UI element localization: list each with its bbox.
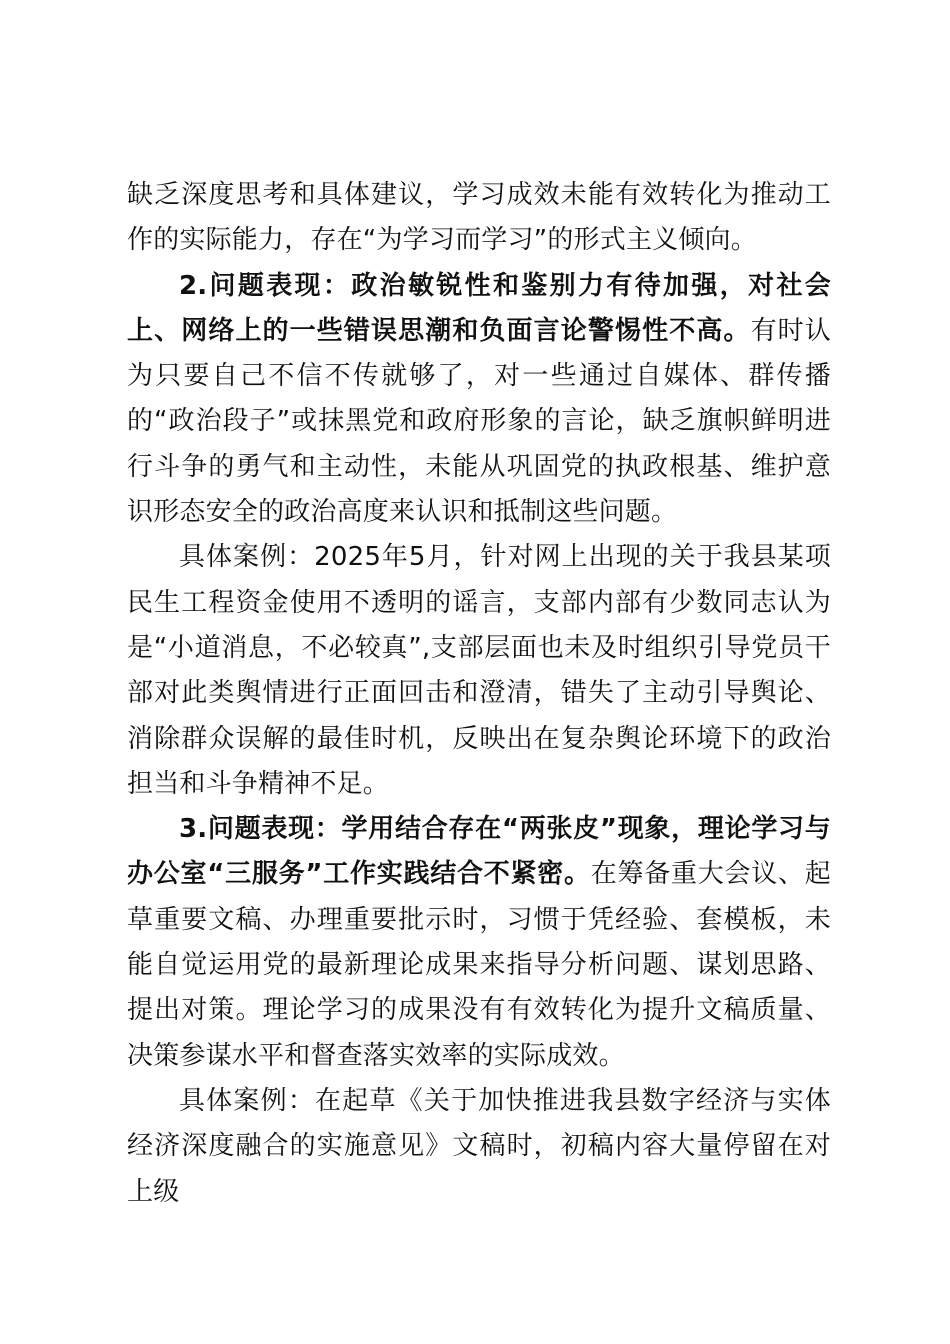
issue-2-heading: 2.问题表现：政治敏锐性和鉴别力有待加强，对社会上、网络上的一些错误思潮和负面言论警惕性不高。 <box>127 270 831 346</box>
document-body <box>127 173 831 1215</box>
case-3-text: 具体案例：在起草《关于加快推进我县数字经济与实体经济深度融合的实施意见》文稿时，初稿内容大量停留在对上级 <box>127 1085 831 1207</box>
case-2-text: 具体案例：2025年5月，针对网上出现的关于我县某项民生工程资金使用不透明的谣言，支部内部有少数同志认为是“小道消息，不必较真”,支部层面也未及时组织引导党员干部对此类舆情进行正面回击和澄清，错失了主动引导舆论、消除群众误解的最佳时机，反映出在复杂舆论环境下的政治担当和斗争精神不足。 <box>127 542 831 799</box>
paragraph-case-2 <box>127 535 831 807</box>
paragraph-text: 缺乏深度思考和具体建议，学习成效未能有效转化为推动工作的实际能力，存在“为学习而学习”的形式主义倾向。 <box>127 180 831 256</box>
paragraph-issue-3 <box>127 807 831 1079</box>
issue-3-heading: 3.问题表现：学用结合存在“两张皮”现象，理论学习与办公室“三服务”工作实践结合不紧密。 <box>127 814 831 890</box>
issue-3-text: 在筹备重大会议、起草重要文稿、办理重要批示时，习惯于凭经验、套模板，未能自觉运用党的最新理论成果来指导分析问题、谋划思路、提出对策。理论学习的成果没有有效转化为提升文稿质量、决策参谋水平和督查落实效率的实际成效。 <box>127 859 831 1071</box>
issue-2-text: 有时认为只要自己不信不传就够了，对一些通过自媒体、群传播的“政治段子”或抹黑党和政府形象的言论，缺乏旗帜鲜明进行斗争的勇气和主动性，未能从巩固党的执政根基、维护意识形态安全的政治高度来认识和抵制这些问题。 <box>127 315 831 528</box>
paragraph-issue-2 <box>127 264 831 536</box>
paragraph-continuation <box>127 173 831 264</box>
paragraph-case-3 <box>127 1079 831 1215</box>
